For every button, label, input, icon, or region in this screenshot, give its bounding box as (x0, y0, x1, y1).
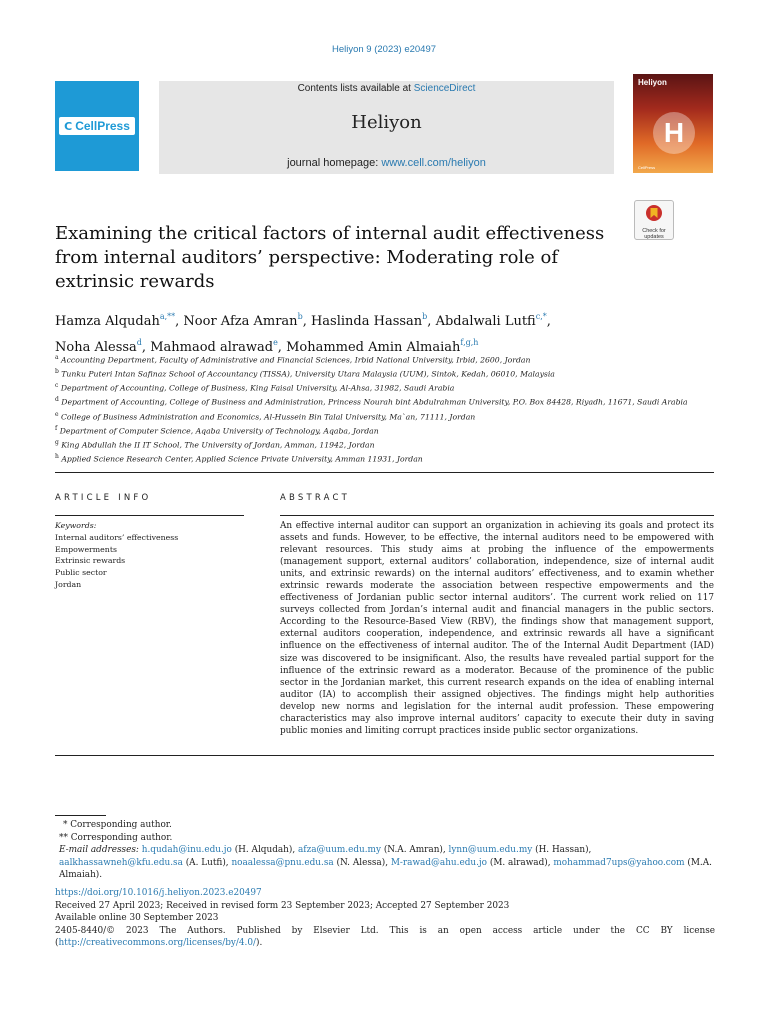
author-name: Noha Alessa (55, 340, 137, 355)
affiliation-text: Department of Accounting, College of Business, King Faisal University, Al-Ahsa, 31982, Saudi Arabia (60, 383, 455, 393)
contents-line (159, 83, 614, 94)
author-affiliation-mark[interactable]: a,** (159, 312, 176, 321)
cellpress-logo-icon (59, 117, 135, 135)
author-email-link[interactable]: aalkhassawneh@kfu.edu.sa (59, 857, 183, 868)
footnote-divider (55, 815, 106, 816)
journal-masthead (159, 81, 614, 174)
keyword-item: Jordan (55, 579, 82, 589)
doi-link[interactable]: https://doi.org/10.1016/j.heliyon.2023.e20497 (55, 888, 262, 898)
abstract-bottom-divider (55, 755, 714, 756)
license-open-paren: ( (55, 938, 59, 948)
author-separator: , (427, 314, 436, 329)
author-separator: , (277, 340, 287, 355)
check-updates-line1: Check for (642, 228, 666, 234)
received-dates: Received 27 April 2023; Received in revised form 23 September 2023; Accepted 27 September 2023 (55, 900, 510, 911)
affiliation-text: Accounting Department, Faculty of Administrative and Financial Sciences, Irbid National University, Irbid, 2600, Jordan (61, 355, 531, 365)
cover-title: Heliyon (638, 78, 667, 87)
affiliation-item (55, 366, 715, 380)
affiliation-item (55, 352, 715, 366)
author-email-link[interactable]: noaalessa@pnu.edu.sa (231, 857, 334, 868)
keyword-item: Public sector (55, 568, 107, 578)
affiliation-mark: g (55, 438, 59, 446)
author-list (55, 306, 715, 358)
license-url-line (55, 937, 715, 950)
corresponding-author-note-2: ** Corresponding author. (59, 832, 173, 843)
available-online-date: Available online 30 September 2023 (55, 913, 219, 923)
corresponding-author-note-1: * Corresponding author. (63, 820, 172, 830)
affiliation-mark: h (55, 453, 59, 461)
affiliation-item (55, 437, 715, 451)
author-email-link[interactable]: h.qudah@inu.edu.jo (141, 845, 232, 855)
affiliation-text: Department of Computer Science, Aqaba University of Technology, Aqaba, Jordan (59, 426, 379, 436)
keyword-item: Extrinsic rewards (55, 556, 126, 566)
affiliation-text: Applied Science Research Center, Applied Science Private University, Amman 11931, Jordan (61, 454, 423, 464)
check-for-updates-button[interactable] (634, 200, 674, 240)
author-name: Abdalwali Lutfi (435, 314, 536, 329)
affiliation-mark: f (55, 424, 58, 432)
keywords-block (55, 520, 245, 591)
affiliation-text: King Abdullah the II IT School, The University of Jordan, Amman, 11942, Jordan (61, 440, 375, 450)
article-title: Examining the critical factors of internal audit effectiveness from internal auditors’ perspective: Moderating role of extrinsic rewards (55, 223, 605, 292)
author-name: Hamza Alqudah (55, 314, 160, 329)
affiliation-item (55, 394, 715, 408)
author-separator: , (175, 314, 184, 329)
cellpress-mark: C (64, 119, 73, 133)
license-close-paren: ). (256, 938, 263, 948)
author-email-link[interactable]: lynn@uum.edu.my (448, 845, 533, 855)
keyword-item: Internal auditors’ effectiveness (55, 532, 179, 542)
affiliation-text: Department of Accounting, College of Business and Administration, Princess Nourah bint Abdulrahman University, P.O. Box 84428, Riyadh, 11671, Saudi Arabia (61, 398, 688, 408)
author-name: Mahmaod alrawad (150, 340, 274, 355)
author-affiliation-mark[interactable]: e (273, 338, 278, 347)
author-name: Haslinda Hassan (310, 314, 423, 329)
abstract-text: An effective internal auditor can support an organization in achieving its goals and protect its assets and funds. However, to be effective, the internal auditors need to be empowered with relevant resources. This study aims at probing the influence of the empowerments (management support, external auditors’ collaboration, independence, size of internal audit units, and extrinsic rewards) on the internal auditors’ effectiveness, and to examin whether extrinsic rewards moderate the association between respective empowerments and the effectiveness of Jordanian public sector internal auditors’. The current work relied on 117 surveys collected from Jordan’s internal audit and financial managers in the public sectors. According to the Resource-Based View (RBV), the findings show that management support, external auditors cooperation, independence, and extrinsic rewards all have a significant influence on the effectiveness of internal auditor. The of the Internal Audit Department (IAD) size was discovered to be insignificant. Also, the results have revealed partial support for the influence of the extrinsic reward as a moderator. Because of the prominence of the public sector in the Jordanian market, this current research expands on the idea of enabling internal auditor (IA) to accomplish their assigned objectives. The findings might help authorities develop new norms and legislation for the internal audit profession. These empowering characteristics may also improve internal auditors’ capacity to execute their duty in saving public monies and limiting corrupt practices inside public sector organizations. (280, 521, 714, 736)
affiliation-text: College of Business Administration and Economics, Al-Hussein Bin Talal University, Ma`an, 71111, Jordan (61, 412, 476, 422)
email-owner: (N.A. Amran), (381, 845, 449, 855)
author-name: Noor Afza Amran (183, 314, 298, 329)
article-info-divider (55, 515, 244, 516)
cc-license-link[interactable]: http://creativecommons.org/licenses/by/4.0/ (58, 938, 256, 948)
email-owner: (M. alrawad), (487, 857, 554, 868)
email-owner: (M.A. Almaiah). (59, 857, 712, 880)
license-statement: 2405-8440/© 2023 The Authors. Published by Elsevier Ltd. This is an open access article under the CC BY license (55, 925, 715, 936)
author-affiliation-mark[interactable]: d (136, 338, 142, 347)
affiliation-text: Tunku Puteri Intan Safinaz School of Accountancy (TISSA), University Utara Malaysia (UUM), Sintok, Kedah, 06010, Malaysia (61, 369, 555, 379)
affiliation-mark: b (55, 368, 59, 376)
journal-homepage-link[interactable]: www.cell.com/heliyon (381, 157, 486, 169)
affiliation-item (55, 409, 715, 423)
affiliation-item (55, 423, 715, 437)
publication-info (55, 887, 715, 950)
publisher-logo-box[interactable] (55, 81, 139, 171)
affiliation-item (55, 451, 715, 465)
journal-title: Heliyon (351, 112, 422, 133)
cover-footer: CellPress (638, 165, 656, 170)
email-addresses (55, 844, 715, 882)
affiliation-list (55, 352, 715, 465)
affiliation-mark: a (55, 354, 59, 361)
affiliation-mark: e (55, 410, 59, 418)
email-owner: (H. Alqudah), (231, 845, 298, 855)
cellpress-text: CellPress (75, 119, 130, 133)
email-owner: (H. Hassan), (532, 845, 592, 855)
check-updates-line2: updates (644, 234, 664, 240)
bookmark-check-icon (645, 204, 663, 224)
author-separator: , (546, 314, 551, 329)
homepage-line (159, 157, 614, 169)
email-label: E-mail addresses: (59, 845, 139, 855)
author-name: Mohammed Amin Almaiah (286, 340, 461, 355)
header-divider (55, 472, 714, 473)
keyword-item: Empowerments (55, 544, 117, 554)
affiliation-mark: d (55, 396, 59, 404)
author-separator: , (141, 340, 151, 355)
sciencedirect-link[interactable]: ScienceDirect (413, 83, 476, 94)
cover-h-icon: H (653, 112, 695, 154)
homepage-prefix: journal homepage: (287, 157, 382, 169)
abstract-divider (280, 515, 714, 516)
email-owner: (A. Lutfi), (182, 857, 232, 868)
contents-prefix: Contents lists available at (297, 83, 414, 94)
journal-cover-image[interactable] (633, 74, 713, 173)
email-owner: (N. Alessa), (333, 857, 391, 868)
affiliation-item (55, 380, 715, 394)
keywords-label: Keywords: (55, 521, 97, 530)
author-email-link[interactable]: mohammad7ups@yahoo.com (553, 857, 685, 868)
author-affiliation-mark[interactable]: c,* (535, 312, 547, 321)
footnotes (55, 819, 715, 882)
author-affiliation-mark[interactable]: b (297, 312, 303, 321)
article-info-heading: ARTICLE INFO (55, 493, 152, 503)
keyword-list (55, 532, 245, 591)
abstract-heading: ABSTRACT (280, 493, 351, 503)
author-email-link[interactable]: afza@uum.edu.my (298, 845, 381, 855)
author-affiliation-mark[interactable]: f,g,h (460, 338, 479, 347)
author-separator: , (302, 314, 311, 329)
author-email-link[interactable]: M-rawad@ahu.edu.jo (390, 857, 488, 868)
affiliation-mark: c (55, 382, 59, 390)
author-affiliation-mark[interactable]: b (422, 312, 428, 321)
journal-reference[interactable]: Heliyon 9 (2023) e20497 (331, 44, 437, 55)
